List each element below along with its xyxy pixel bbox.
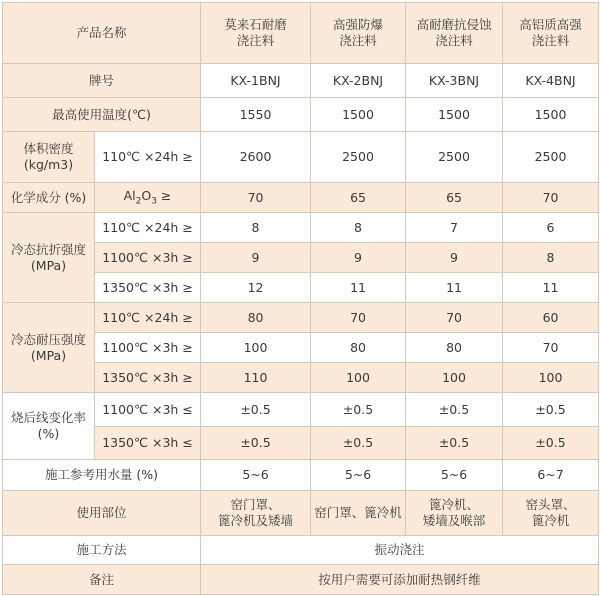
product-name-2: 高强防爆 浇注料 (311, 3, 406, 64)
brand-value: KX-4BNJ (503, 64, 599, 98)
flexural-value: 8 (503, 243, 599, 273)
compressive-value: 100 (201, 333, 311, 363)
remark-row (3, 565, 599, 595)
flexural-condition: 1100℃ ×3h ≥ (95, 243, 201, 273)
max-temp-value: 1500 (311, 98, 406, 132)
flexural-label: 冷态抗折强度 (MPa) (3, 213, 95, 303)
linear-change-condition: 1100℃ ×3h ≤ (95, 393, 201, 427)
usage-value: 篦冷机、 矮墙及喉部 (406, 491, 503, 536)
chem-label: 化学成分 (%) (3, 183, 95, 213)
chem-value: 70 (503, 183, 599, 213)
compressive-value: 100 (406, 363, 503, 393)
remark-value: 按用户需要可添加耐热钢纤维 (201, 565, 599, 595)
linear-change-value: ±0.5 (503, 427, 599, 460)
compressive-value: 110 (201, 363, 311, 393)
brand-row (3, 64, 599, 98)
flexural-value: 9 (201, 243, 311, 273)
linear-change-condition: 1350℃ ×3h ≤ (95, 427, 201, 460)
chem-value: 70 (201, 183, 311, 213)
density-label: 体积密度 (kg/m3) (3, 132, 95, 183)
flexural-value: 11 (406, 273, 503, 303)
density-value: 2500 (503, 132, 599, 183)
compressive-value: 70 (503, 333, 599, 363)
density-value: 2600 (201, 132, 311, 183)
brand-value: KX-3BNJ (406, 64, 503, 98)
linear-change-value: ±0.5 (406, 427, 503, 460)
compressive-value: 100 (503, 363, 599, 393)
chem-condition: $Al_2O_3$ ≥ (95, 183, 201, 213)
compressive-condition: 1100℃ ×3h ≥ (95, 333, 201, 363)
spec-table (2, 2, 599, 595)
flexural-value: 9 (406, 243, 503, 273)
header-row (3, 3, 599, 64)
density-value: 2500 (406, 132, 503, 183)
compressive-row (3, 303, 599, 333)
compressive-value: 80 (311, 333, 406, 363)
flexural-value: 11 (503, 273, 599, 303)
linear-change-value: ±0.5 (311, 393, 406, 427)
linear-change-row (3, 393, 599, 427)
compressive-label: 冷态耐压强度 (MPa) (3, 303, 95, 393)
max-temp-value: 1500 (406, 98, 503, 132)
method-label: 施工方法 (3, 536, 201, 565)
water-row (3, 460, 599, 491)
linear-change-value: ±0.5 (406, 393, 503, 427)
water-value: 5~6 (201, 460, 311, 491)
flexural-value: 11 (311, 273, 406, 303)
linear-change-label: 烧后线变化率 (%) (3, 393, 95, 460)
linear-change-value: ±0.5 (201, 427, 311, 460)
water-value: 6~7 (503, 460, 599, 491)
usage-row (3, 491, 599, 536)
brand-value: KX-1BNJ (201, 64, 311, 98)
product-name-1: 莫来石耐磨 浇注料 (201, 3, 311, 64)
compressive-value: 70 (406, 303, 503, 333)
usage-label: 使用部位 (3, 491, 201, 536)
method-row (3, 536, 599, 565)
flexural-value: 12 (201, 273, 311, 303)
usage-value: 窑头罩、 篦冷机 (503, 491, 599, 536)
flexural-value: 8 (311, 213, 406, 243)
density-condition: 110℃ ×24h ≥ (95, 132, 201, 183)
flexural-condition: 1350℃ ×3h ≥ (95, 273, 201, 303)
flexural-value: 9 (311, 243, 406, 273)
density-value: 2500 (311, 132, 406, 183)
usage-value: 窑门罩、篦冷机 (311, 491, 406, 536)
max-temp-value: 1550 (201, 98, 311, 132)
brand-value: KX-2BNJ (311, 64, 406, 98)
usage-value: 窑门罩、 篦冷机及矮墙 (201, 491, 311, 536)
water-value: 5~6 (406, 460, 503, 491)
chem-row (3, 183, 599, 213)
chem-value: 65 (406, 183, 503, 213)
product-name-3: 高耐磨抗侵蚀 浇注料 (406, 3, 503, 64)
compressive-value: 70 (311, 303, 406, 333)
water-value: 5~6 (311, 460, 406, 491)
remark-label: 备注 (3, 565, 201, 595)
max-temp-row (3, 98, 599, 132)
brand-label: 牌号 (3, 64, 201, 98)
method-value: 振动浇注 (201, 536, 599, 565)
product-name-4: 高铝质高强 浇注料 (503, 3, 599, 64)
flexural-value: 8 (201, 213, 311, 243)
flexural-value: 7 (406, 213, 503, 243)
linear-change-value: ±0.5 (201, 393, 311, 427)
flexural-value: 6 (503, 213, 599, 243)
compressive-value: 100 (311, 363, 406, 393)
compressive-value: 60 (503, 303, 599, 333)
flexural-row (3, 213, 599, 243)
compressive-value: 80 (201, 303, 311, 333)
max-temp-value: 1500 (503, 98, 599, 132)
linear-change-value: ±0.5 (503, 393, 599, 427)
compressive-value: 80 (406, 333, 503, 363)
chem-value: 65 (311, 183, 406, 213)
max-temp-label: 最高使用温度(℃) (3, 98, 201, 132)
water-label: 施工参考用水量 (%) (3, 460, 201, 491)
linear-change-value: ±0.5 (311, 427, 406, 460)
flexural-condition: 110℃ ×24h ≥ (95, 213, 201, 243)
product-name-label: 产品名称 (3, 3, 201, 64)
compressive-condition: 110℃ ×24h ≥ (95, 303, 201, 333)
compressive-condition: 1350℃ ×3h ≥ (95, 363, 201, 393)
density-row (3, 132, 599, 183)
